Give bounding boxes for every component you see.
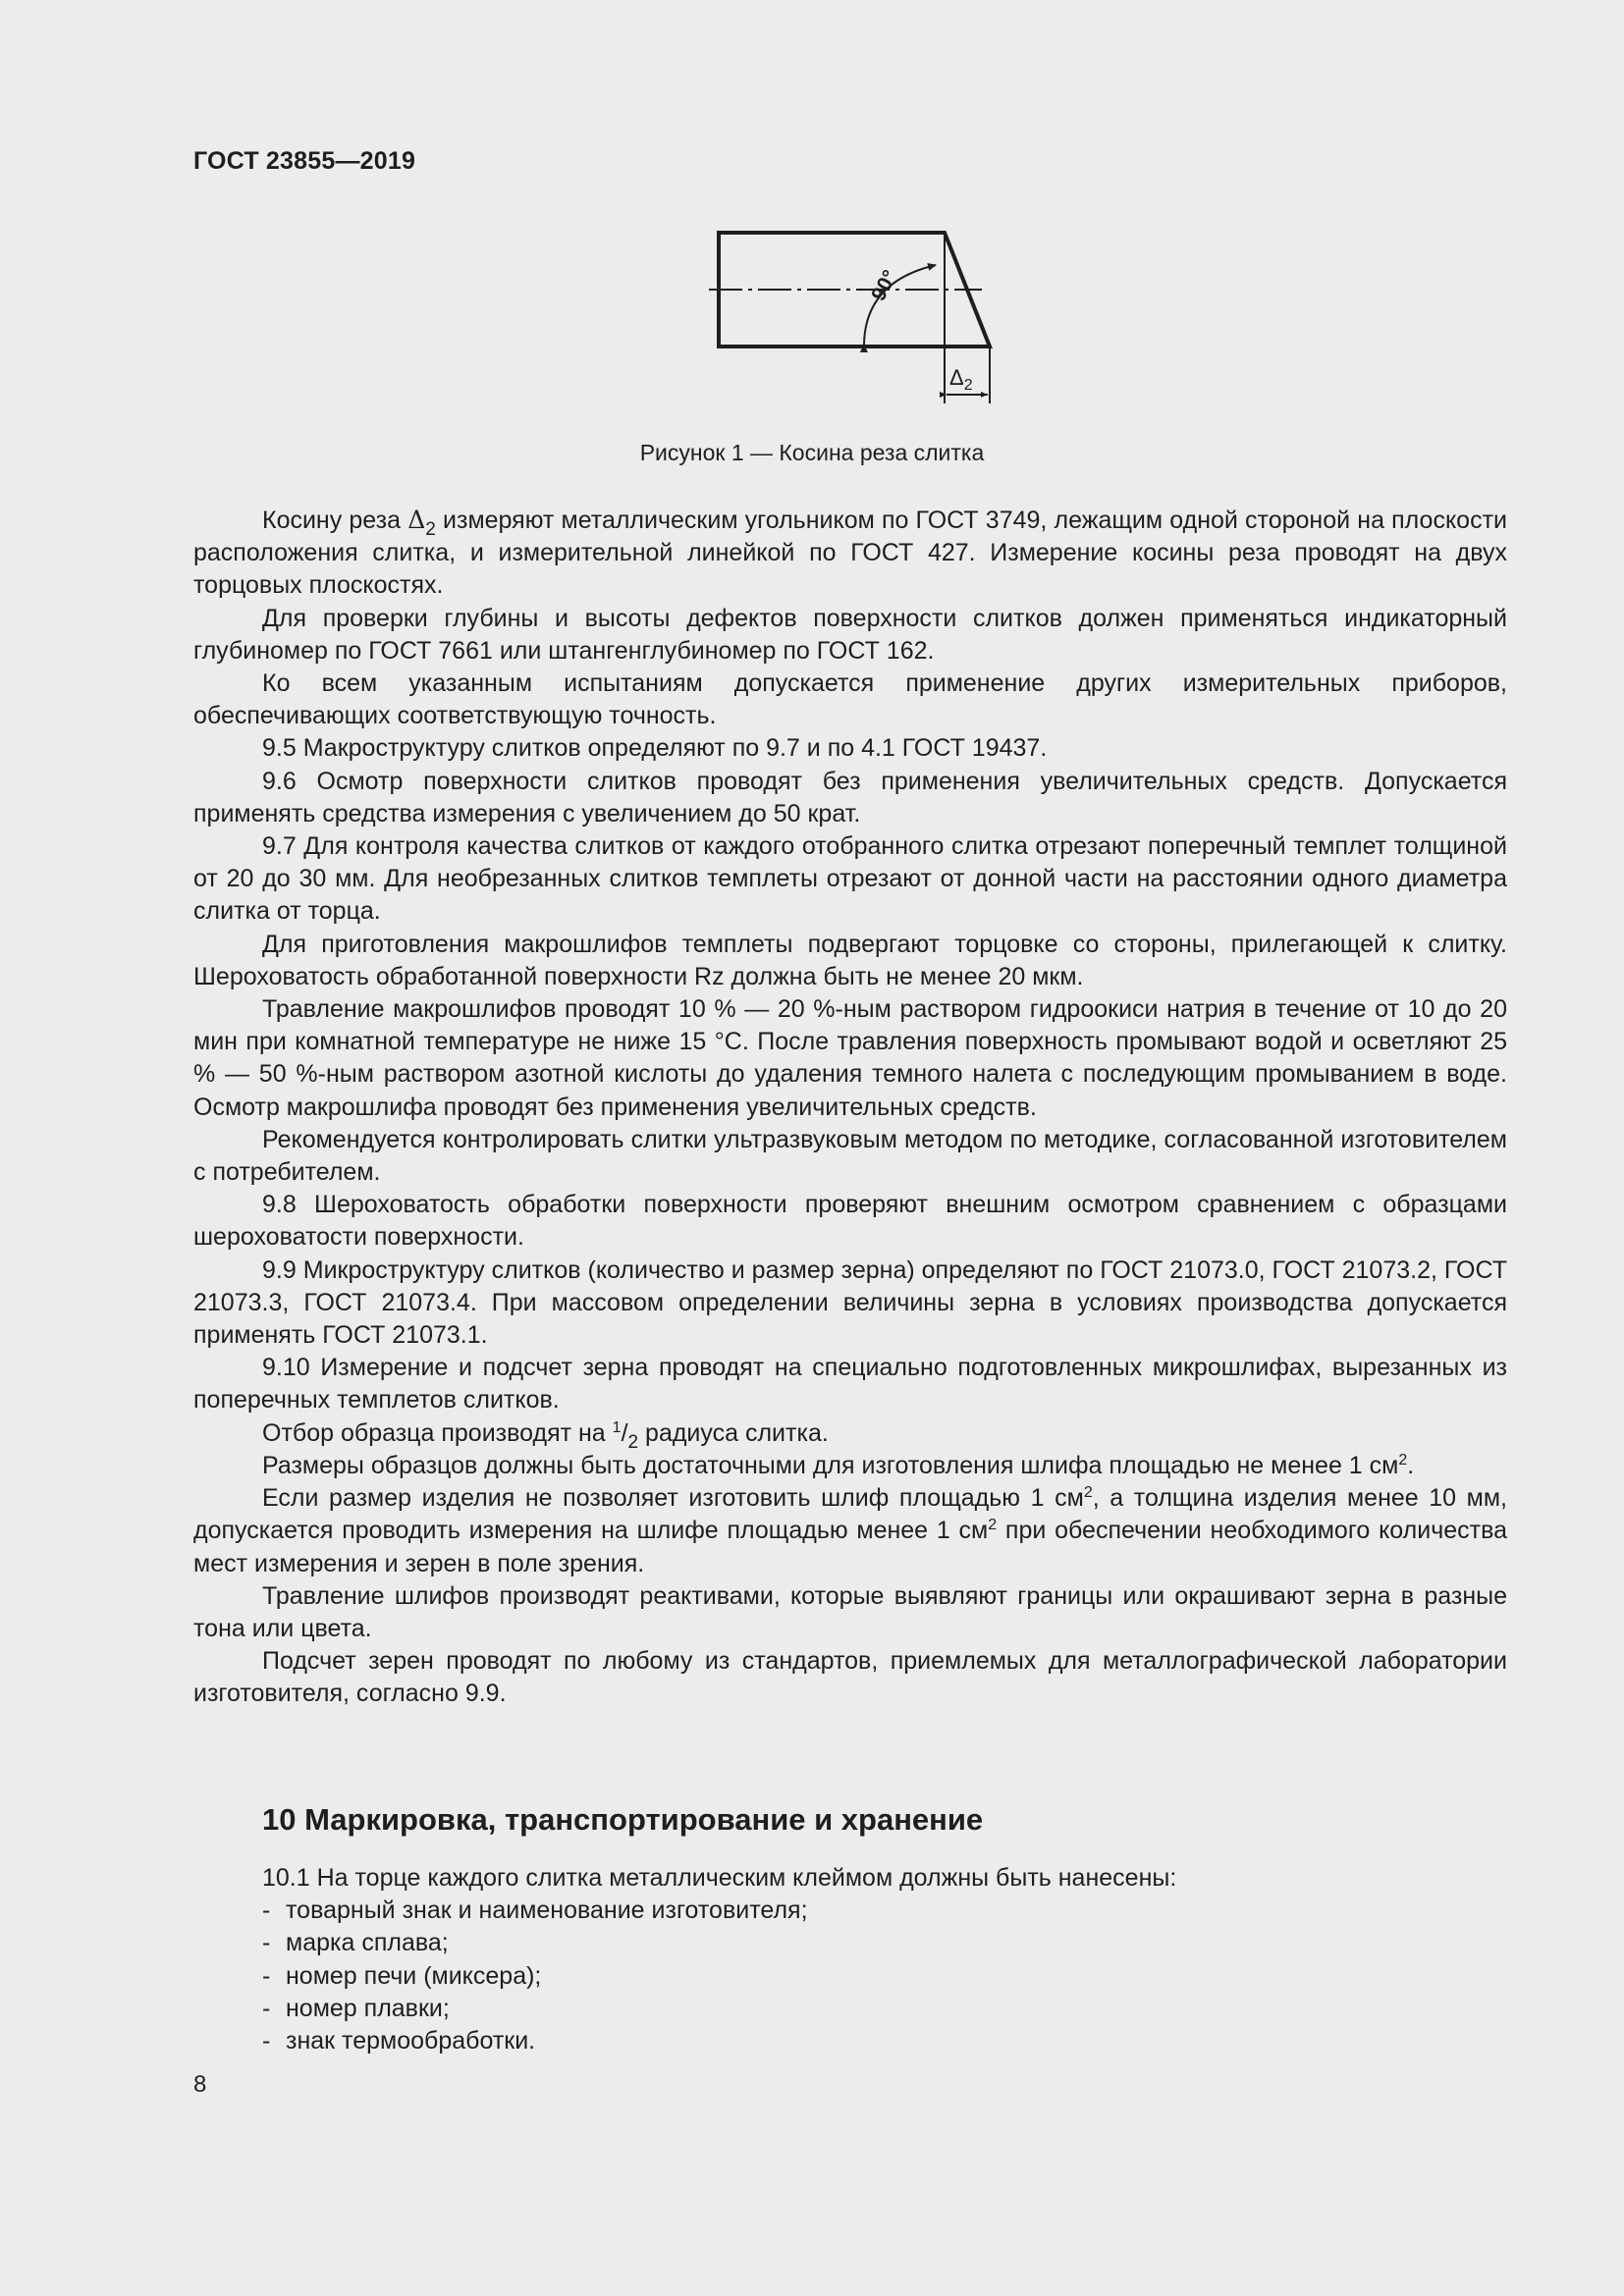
list-item (262, 1927, 1499, 1959)
list-item-text: знак термообработки. (286, 2027, 536, 2056)
text-run: , а толщина изделия менее 10 мм, допускается проводить измерения на шлифе площадью менее 1 см (193, 1484, 1508, 1545)
delta-label (949, 365, 973, 394)
paragraph (193, 1450, 1507, 1482)
body-text (193, 504, 1507, 1711)
page-number: 8 (193, 2071, 207, 2098)
superscript: 2 (1083, 1484, 1093, 1502)
clause-9-7: 9.7 Для контроля качества слитков от каждого отобранного слитка отрезают поперечный темплет толщиной от 20 до 30 мм. Для необрезанных слитков темплеты отрезают от донной части на расстоянии одного диаметра слитка от торца. (193, 832, 1507, 926)
delta-symbol: Δ (949, 365, 964, 390)
ingot-diagram (692, 211, 1016, 422)
clause-9-6: 9.6 Осмотр поверхности слитков проводят без применения увеличительных средств. Допускается применять средства измерения с увеличением до 50 крат. (193, 767, 1507, 828)
section-heading: 10 Маркировка, транспортирование и хранение (262, 1802, 984, 1837)
list-item-text: номер плавки; (286, 1994, 450, 2022)
text-run: Отбор образца производят на (262, 1418, 613, 1447)
list-item (262, 1895, 1499, 1927)
list-dash: - (262, 2027, 271, 2056)
text-run: радиуса слитка. (638, 1418, 829, 1447)
paragraph: Рекомендуется контролировать слитки ультразвуковым методом по методике, согласованной изготовителем с потребителем. (193, 1125, 1507, 1187)
text-run: Косину реза (262, 507, 408, 534)
document-header: ГОСТ 23855—2019 (193, 147, 416, 175)
clause-10-1: 10.1 На торце каждого слитка металлическим клеймом должны быть нанесены: (262, 1864, 1177, 1892)
text-run: . (1407, 1451, 1415, 1479)
clause-9-8: 9.8 Шероховатость обработки поверхности проверяют внешним осмотром сравнением с образцами шероховатости поверхности. (193, 1191, 1507, 1252)
figure-ingot-cut-skew (692, 211, 1016, 422)
list-dash: - (262, 1994, 271, 2022)
list-item (262, 1960, 1499, 1993)
superscript: 1 (612, 1418, 622, 1436)
list-item-text: марка сплава; (286, 1929, 449, 1957)
text-run: Размеры образцов должны быть достаточными для изготовления шлифа площадью не менее 1 см (262, 1451, 1399, 1479)
subscript: 2 (425, 519, 436, 540)
text-run: измеряют металлическим угольником по ГОСТ 3749, лежащим одной стороной на плоскости расположения слитка, и измерительной линейкой по ГОСТ 427. Измерение косины реза проводят на двух торцовых плоскостях. (193, 507, 1507, 600)
paragraph: Ко всем указанным испытаниям допускается применение других измерительных приборов, обеспечивающих соответствующую точность. (193, 669, 1507, 730)
delta-symbol: Δ (407, 506, 426, 534)
list-item (262, 2025, 1499, 2057)
fraction-slash: / (621, 1418, 628, 1447)
subscript: 2 (627, 1431, 639, 1453)
clause-9-9: 9.9 Микроструктуру слитков (количество и размер зерна) определяют по ГОСТ 21073.0, ГОСТ 21073.2, ГОСТ 21073.3, ГОСТ 21073.4. При массовом определении величины зерна в условиях производства допускается применять ГОСТ 21073.1. (193, 1255, 1507, 1350)
angle-label: 90° (867, 266, 902, 305)
text-run: при обеспечении необходимого количества мест измерения и зерен в поле зрения. (193, 1517, 1507, 1577)
paragraph (193, 1417, 1507, 1453)
list-dash: - (262, 1961, 271, 1990)
marking-list (262, 1862, 1499, 2057)
paragraph: Травление макрошлифов проводят 10 % — 20 %-ным раствором гидроокиси натрия в течение от 10 до 20 мин при комнатной температуре не ниже 15 °C. После травления поверхность промывают водой и осветляют 25 % — 50 %-ным раствором азотной кислоты до удаления темного налета с последующим промыванием в воде. Осмотр макрошлифа проводят без применения увеличительных средств. (193, 995, 1507, 1121)
superscript: 2 (1398, 1451, 1408, 1468)
list-item-text: номер печи (миксера); (286, 1961, 542, 1990)
paragraph (193, 504, 1507, 603)
delta-subscript: 2 (963, 377, 973, 394)
paragraph (193, 1482, 1507, 1580)
paragraph: Для проверки глубины и высоты дефектов поверхности слитков должен применяться индикаторный глубиномер по ГОСТ 7661 или штангенглубиномер по ГОСТ 162. (193, 604, 1507, 665)
superscript: 2 (988, 1517, 998, 1534)
paragraph: Травление шлифов производят реактивами, которые выявляют границы или окрашивают зерна в разные тона или цвета. (193, 1581, 1507, 1642)
list-item-text: товарный знак и наименование изготовителя; (286, 1896, 808, 1925)
paragraph: Подсчет зерен проводят по любому из стандартов, приемлемых для металлографической лаборатории изготовителя, согласно 9.9. (193, 1647, 1507, 1708)
list-item (262, 1993, 1499, 2025)
figure-caption: Рисунок 1 — Косина реза слитка (639, 440, 985, 465)
paragraph: Для приготовления макрошлифов темплеты подвергают торцовке со стороны, прилегающей к слитку. Шероховатость обработанной поверхности Rz должна быть не менее 20 мкм. (193, 930, 1507, 990)
clause-9-10: 9.10 Измерение и подсчет зерна проводят на специально подготовленных микрошлифах, вырезанных из поперечных темплетов слитков. (193, 1354, 1507, 1415)
list-dash: - (262, 1929, 271, 1957)
text-run: Если размер изделия не позволяет изготовить шлиф площадью 1 см (262, 1484, 1084, 1513)
list-dash: - (262, 1896, 271, 1925)
clause-9-5: 9.5 Макроструктуру слитков определяют по 9.7 и по 4.1 ГОСТ 19437. (262, 734, 1048, 763)
